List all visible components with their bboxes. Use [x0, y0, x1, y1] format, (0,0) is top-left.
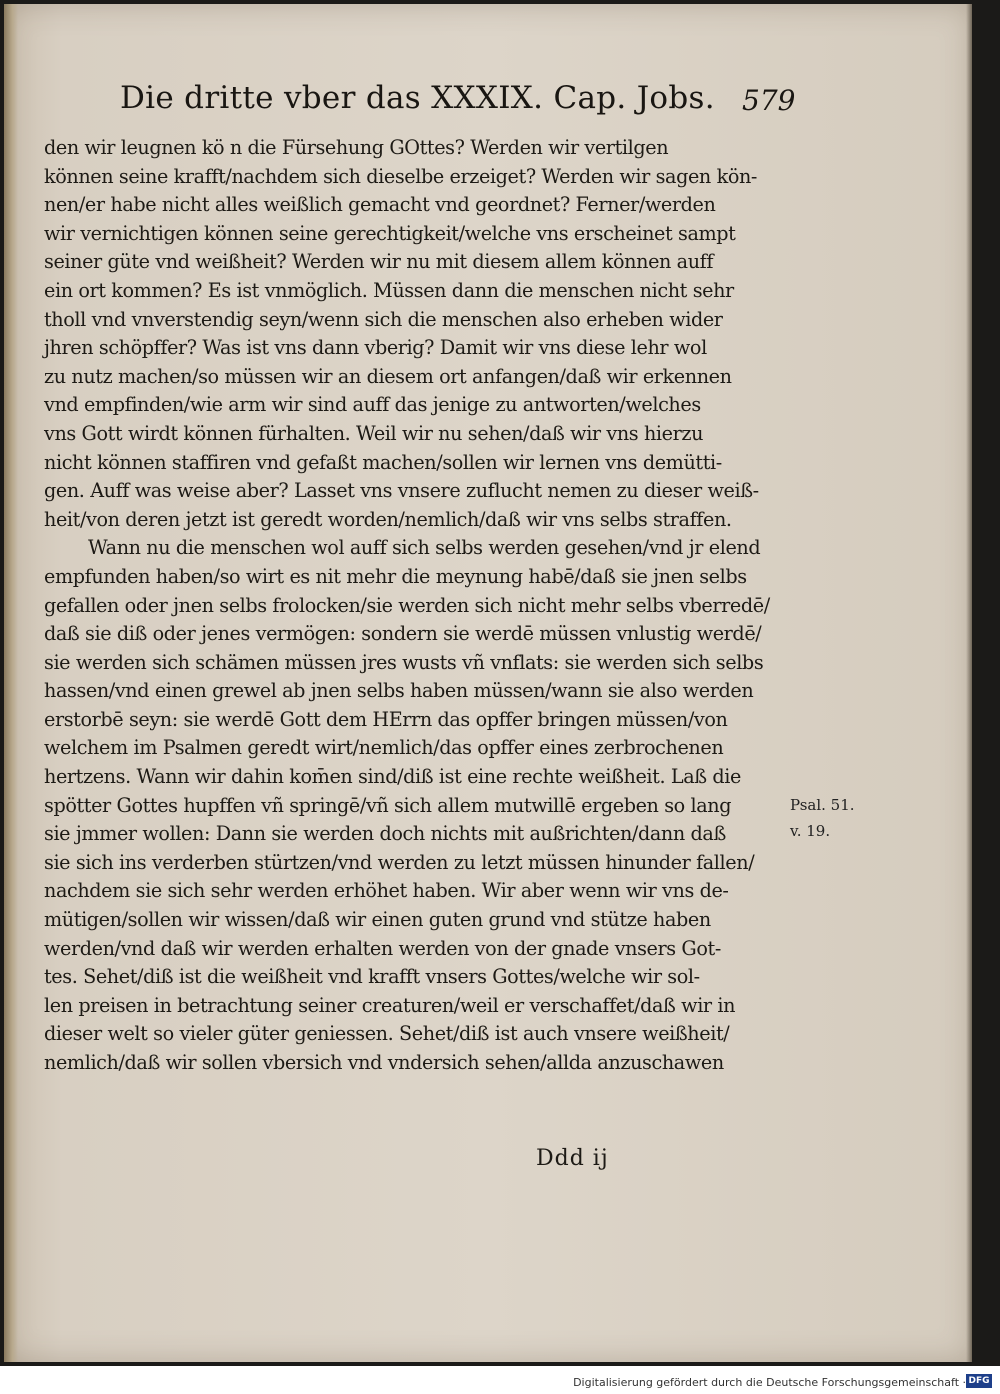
text-line: hertzens. Wann wir dahin kom̄en sind/diß ist eine rechte weißheit. Laß die	[44, 765, 741, 789]
text-line: nemlich/daß wir sollen vbersich vnd vndersich sehen/allda anzuschawen	[44, 1051, 724, 1074]
running-head: Die dritte vber das XXXIX. Cap. Jobs.	[120, 80, 715, 116]
text-line: seiner güte vnd weißheit? Werden wir nu mit diesem allem können auff	[44, 250, 714, 274]
text-line: zu nutz machen/so müssen wir an diesem ort anfangen/daß wir erkennen	[44, 364, 732, 388]
text-line: gen. Auff was weise aber? Lasset vns vnsere zuflucht nemen zu dieser weiß-	[44, 479, 759, 503]
text-line: sie sich ins verderben stürtzen/vnd werden zu letzt müssen hinunder fallen/	[44, 850, 755, 874]
text-line: tes. Sehet/diß ist die weißheit vnd krafft vnsers Gottes/welche wir sol-	[44, 965, 700, 989]
signature-mark: Ddd ij	[536, 1146, 609, 1171]
text-line: vnd empfinden/wie arm wir sind auff das jenige zu antworten/welches	[44, 393, 701, 417]
text-line: hassen/vnd einen grewel ab jnen selbs haben müssen/wann sie also werden	[44, 679, 754, 703]
text-line: vns Gott wirdt können fürhalten. Weil wir nu sehen/daß wir vns hierzu	[44, 421, 704, 445]
text-line: mütigen/sollen wir wissen/daß wir einen guten grund vnd stütze haben	[44, 908, 711, 932]
text-line: sie jmmer wollen: Dann sie werden doch nichts mit außrichten/dann daß	[44, 822, 726, 846]
text-line: tholl vnd vnverstendig seyn/wenn sich die menschen also erheben wider	[44, 307, 723, 331]
text-line: ein ort kommen? Es ist vnmöglich. Müssen dann die menschen nicht sehr	[44, 278, 734, 302]
text-line: heit/von deren jetzt ist geredt worden/nemlich/daß wir vns selbs straffen.	[44, 507, 732, 531]
text-line: nen/er habe nicht alles weißlich gemacht vnd geordnet? Ferner/werden	[44, 193, 716, 217]
footer-credit: Digitalisierung gefördert durch die Deutsche Forschungsgemeinschaft ·	[573, 1376, 966, 1389]
page-spine-shadow	[4, 4, 18, 1362]
body-text	[44, 134, 814, 1078]
text-line: nachdem sie sich sehr werden erhöhet haben. Wir aber wenn wir vns de-	[44, 879, 729, 903]
text-line: werden/vnd daß wir werden erhalten werden von der gnade vnsers Got-	[44, 936, 721, 960]
marginal-note	[790, 792, 855, 844]
text-line: wir vernichtigen können seine gerechtigkeit/welche vns erscheinet sampt	[44, 221, 736, 245]
page-number: 579	[742, 84, 796, 117]
text-line: nicht können staffiren vnd gefaßt machen/sollen wir lernen vns demütti-	[44, 450, 722, 474]
marginal-note-line: Psal. 51.	[790, 796, 855, 814]
text-line: erstorbē seyn: sie werdē Gott dem HErrn das opffer bringen müssen/von	[44, 707, 728, 731]
text-line: Wann nu die menschen wol auff sich selbs werden gesehen/vnd jr elend	[88, 536, 761, 560]
text-line: daß sie diß oder jenes vermögen: sondern sie werdē müssen vnlustig werdē/	[44, 622, 762, 646]
text-line: können seine krafft/nachdem sich dieselbe erzeiget? Werden wir sagen kön-	[44, 164, 758, 188]
dfg-logo: DFG	[966, 1374, 992, 1388]
text-line: dieser welt so vieler güter geniessen. Sehet/diß ist auch vnsere weißheit/	[44, 1022, 730, 1046]
text-line: gefallen oder jnen selbs frolocken/sie werden sich nicht mehr selbs vberredē/	[44, 593, 770, 617]
page-edge-shadow	[966, 4, 972, 1362]
text-line: sie werden sich schämen müssen jres wusts vñ vnflats: sie werden sich selbs	[44, 650, 764, 674]
text-line: welchem im Psalmen geredt wirt/nemlich/das opffer eines zerbrochenen	[44, 736, 724, 760]
text-line: spötter Gottes hupffen vñ springē/vñ sich allem mutwillē ergeben so lang	[44, 793, 732, 817]
text-line: empfunden haben/so wirt es nit mehr die meynung habē/daß sie jnen selbs	[44, 564, 747, 588]
text-line: den wir leugnen kö n die Fürsehung GOttes? Werden wir vertilgen	[44, 136, 669, 159]
text-line: jhren schöpffer? Was ist vns dann vberig? Damit wir vns diese lehr wol	[44, 336, 707, 360]
marginal-note-line: v. 19.	[790, 822, 831, 840]
text-line: len preisen in betrachtung seiner creaturen/weil er verschaffet/daß wir in	[44, 993, 736, 1017]
